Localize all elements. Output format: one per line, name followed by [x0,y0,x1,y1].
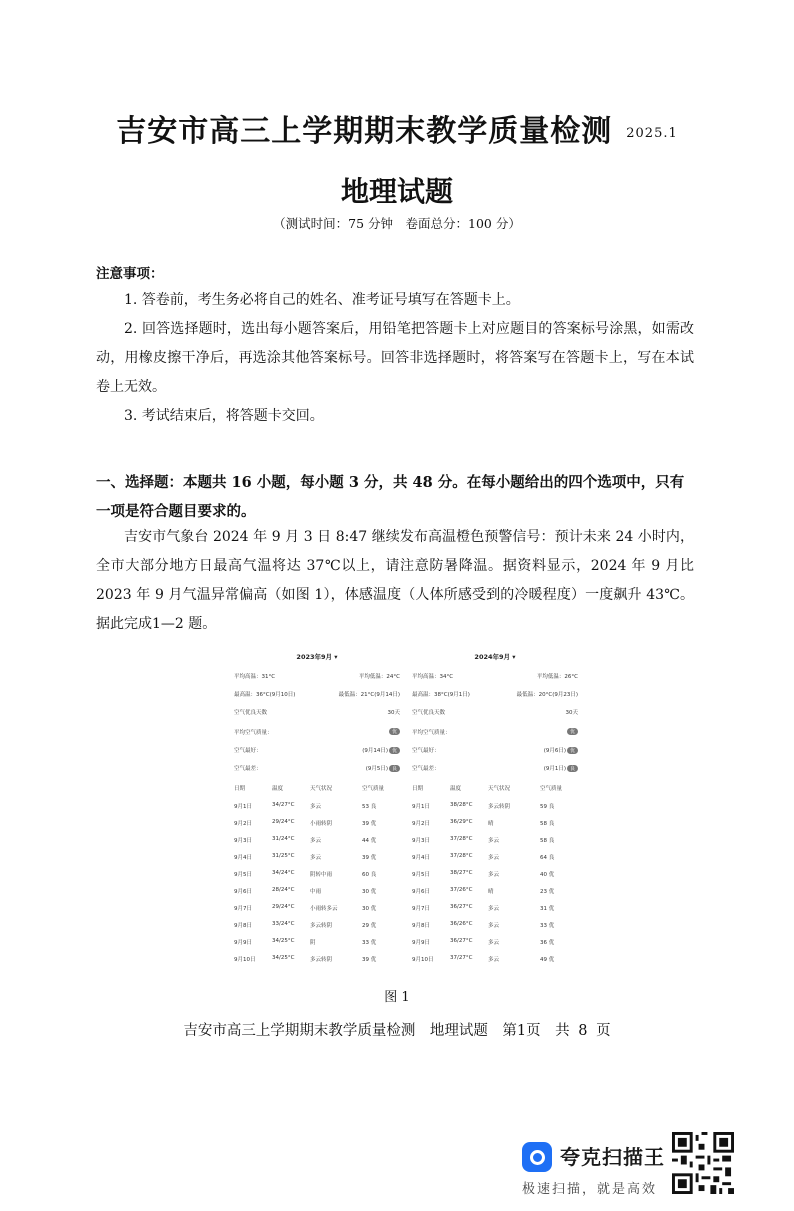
table-cell: 53 良 [362,804,377,810]
good-days-label: 空气优良天数 [234,710,268,716]
worst-date: (9月5日) [365,766,388,772]
column-header: 日期 [234,786,246,792]
table-row [412,836,578,848]
table-cell: 晴 [488,821,494,827]
table-row [234,853,400,865]
table-cell: 30 优 [362,906,377,912]
table-cell: 多云 [488,923,500,929]
table-cell: 9月9日 [412,940,430,946]
table-cell: 9月10日 [234,957,256,963]
stat-left: 平均高温：31°C [234,674,276,680]
table-cell: 58 良 [540,821,555,827]
table-cell: 34/25°C [272,955,295,961]
table-row [412,887,578,899]
table-cell: 31 优 [540,906,555,912]
table-cell: 晴 [488,889,494,895]
table-cell: 36 优 [540,940,555,946]
notice-heading: 注意事项： [96,266,164,282]
stat-right: 最低温：21°C(9月14日) [338,692,400,698]
column-header: 温度 [450,786,462,792]
table-cell: 29/24°C [272,819,295,825]
quark-logo-icon [522,1142,552,1172]
good-days-value: 30天 [565,710,578,716]
worst-row [412,764,578,776]
table-cell: 30 优 [362,889,377,895]
table-cell: 34/27°C [272,802,295,808]
table-cell: 29 优 [362,923,377,929]
table-cell: 39 优 [362,957,377,963]
table-cell: 多云 [488,906,500,912]
quality-badge: 优 [389,747,400,754]
quality-badge: 良 [389,765,400,772]
table-cell: 多云 [488,940,500,946]
stat-left: 平均高温：34°C [412,674,454,680]
worst-row [234,764,400,776]
avg-quality-label: 平均空气质量： [412,730,451,736]
good-days-row [412,708,578,720]
table-cell: 39 优 [362,821,377,827]
column-header: 空气质量 [540,786,563,792]
table-cell: 小雨转多云 [310,906,338,912]
worst-date: (9月1日) [543,766,566,772]
table-cell: 9月4日 [234,855,252,861]
table-cell: 60 良 [362,872,377,878]
quality-badge: 优 [567,747,578,754]
table-cell: 9月7日 [412,906,430,912]
table-row [412,921,578,933]
table-cell: 37/28°C [450,836,473,842]
table-cell: 9月5日 [234,872,252,878]
table-cell: 36/27°C [450,904,473,910]
quality-badge: 优 [567,728,578,735]
panel-month: 2024年9月 ▾ [474,653,516,661]
table-cell: 9月3日 [412,838,430,844]
table-cell: 中雨 [310,889,322,895]
best-row [234,746,400,758]
table-row [234,870,400,882]
scanner-watermark [522,1134,772,1204]
table-cell: 40 优 [540,872,555,878]
column-header: 日期 [412,786,424,792]
column-header: 温度 [272,786,284,792]
table-cell: 阴转中雨 [310,872,333,878]
table-cell: 64 良 [540,855,555,861]
page-footer: 吉安市高三上学期期末教学质量检测 地理试题 第1页 共 8 页 [183,1023,611,1039]
table-cell: 9月2日 [234,821,252,827]
qr-code-icon [672,1132,734,1194]
table-cell: 31/24°C [272,836,295,842]
table-cell: 31/25°C [272,853,295,859]
exam-title: 吉安市高三上学期期末教学质量检测 2025.1 [116,114,678,149]
table-row [234,887,400,899]
table-cell: 37/27°C [450,955,473,961]
best-date: (9月6日) [543,748,566,754]
table-row [412,802,578,814]
table-cell: 多云 [488,855,500,861]
watermark-brand: 夸克扫描王 [560,1145,665,1169]
notice-item-1: 1. 答卷前，考生务必将自己的姓名、准考证号填写在答题卡上。 [124,292,520,308]
table-cell: 34/25°C [272,938,295,944]
table-row [234,904,400,916]
table-cell: 44 优 [362,838,377,844]
table-row [234,819,400,831]
quality-badge: 优 [389,728,400,735]
table-cell: 多云 [488,957,500,963]
column-header: 空气质量 [362,786,385,792]
table-cell: 9月8日 [234,923,252,929]
best-label: 空气最好： [412,748,440,754]
table-cell: 阴 [310,940,316,946]
table-cell: 多云 [488,838,500,844]
table-header [412,784,578,796]
stat-right: 平均低温：24°C [358,674,400,680]
table-cell: 9月3日 [234,838,252,844]
subject-title: 地理试题 [340,175,453,208]
watermark-slogan: 极速扫描，就是高效 [522,1182,658,1197]
table-cell: 23 优 [540,889,555,895]
table-cell: 49 优 [540,957,555,963]
table-cell: 9月9日 [234,940,252,946]
table-cell: 37/28°C [450,853,473,859]
table-header [234,784,400,796]
table-cell: 39 优 [362,855,377,861]
table-cell: 29/24°C [272,904,295,910]
table-cell: 37/26°C [450,887,473,893]
table-cell: 9月1日 [234,804,252,810]
table-cell: 58 良 [540,838,555,844]
good-days-value: 30天 [387,710,400,716]
section-heading: 一、选择题：本题共 16 小题，每小题 3 分，共 48 分。在每小题给出的四个选项中，只有一项是符合题目要求的。 [96,474,685,520]
table-cell: 28/24°C [272,887,295,893]
table-row [412,819,578,831]
table-cell: 34/24°C [272,870,295,876]
stat-row [234,672,400,684]
table-row [412,904,578,916]
table-cell: 9月7日 [234,906,252,912]
table-cell: 9月1日 [412,804,430,810]
stat-left: 最高温：36°C(9月10日) [234,692,296,698]
table-row [412,938,578,950]
table-cell: 多云 [488,872,500,878]
stat-right: 最低温：20°C(9月23日) [516,692,578,698]
table-cell: 多云 [310,855,322,861]
question-intro: 吉安市气象台 2024 年 9 月 3 日 8:47 继续发布高温橙色预警信号：预计未来 24 小时内，全市大部分地方日最高气温将达 37℃以上，请注意防暑降温。据资料显示，2024 年 9 月比 2023 年 9 月气温异常偏高（如图 1），体感温度（人体所感受到的冷暖程度）一度飙升 43℃。据此完成1—2 题。 [96,529,694,632]
table-cell: 9月2日 [412,821,430,827]
stat-left: 最高温：38°C(9月1日) [412,692,470,698]
exam-date: 2025.1 [626,125,678,141]
good-days-row [234,708,400,720]
table-cell: 33 优 [540,923,555,929]
best-date: (9月14日) [362,748,388,754]
table-cell: 36/29°C [450,819,473,825]
panel-month: 2023年9月 ▾ [296,653,338,661]
time-info: （测试时间：75 分钟 卷面总分：100 分） [273,216,521,231]
best-label: 空气最好： [234,748,262,754]
table-cell: 33 优 [362,940,377,946]
good-days-label: 空气优良天数 [412,710,446,716]
table-cell: 9月5日 [412,872,430,878]
table-cell: 小雨转阴 [310,821,333,827]
table-cell: 9月4日 [412,855,430,861]
table-cell: 33/24°C [272,921,295,927]
figure-weather-comparison [228,648,578,970]
notice-item-3: 3. 考试结束后，将答题卡交回。 [124,408,324,424]
stat-row [234,690,400,702]
table-cell: 9月6日 [234,889,252,895]
table-cell: 9月10日 [412,957,434,963]
table-cell: 多云转阴 [310,957,333,963]
avg-quality-row [234,728,400,740]
notice-item-2: 2. 回答选择题时，选出每小题答案后，用铅笔把答题卡上对应题目的答案标号涂黑，如需改动，用橡皮擦干净后，再选涂其他答案标号。回答非选择题时，将答案写在答题卡上，写在本试卷上无效。 [96,321,694,395]
column-header: 天气状况 [310,786,333,792]
table-cell: 9月6日 [412,889,430,895]
table-cell: 多云转阴 [310,923,333,929]
column-header: 天气状况 [488,786,511,792]
table-row [412,853,578,865]
table-row [234,836,400,848]
table-cell: 多云 [310,804,322,810]
worst-label: 空气最差： [234,766,262,772]
quality-badge: 良 [567,765,578,772]
table-cell: 多云转阴 [488,804,511,810]
table-cell: 38/27°C [450,870,473,876]
table-cell: 59 良 [540,804,555,810]
table-cell: 36/27°C [450,938,473,944]
stat-row [412,672,578,684]
avg-quality-label: 平均空气质量： [234,730,273,736]
table-row [234,938,400,950]
avg-quality-row [412,728,578,740]
table-row [234,955,400,967]
worst-label: 空气最差： [412,766,440,772]
table-row [412,870,578,882]
best-row [412,746,578,758]
table-row [412,955,578,967]
table-cell: 38/28°C [450,802,473,808]
stat-right: 平均低温：26°C [536,674,578,680]
table-cell: 多云 [310,838,322,844]
table-row [234,921,400,933]
table-row [234,802,400,814]
stat-row [412,690,578,702]
table-cell: 36/26°C [450,921,473,927]
figure-caption: 图 1 [384,990,410,1005]
table-cell: 9月8日 [412,923,430,929]
